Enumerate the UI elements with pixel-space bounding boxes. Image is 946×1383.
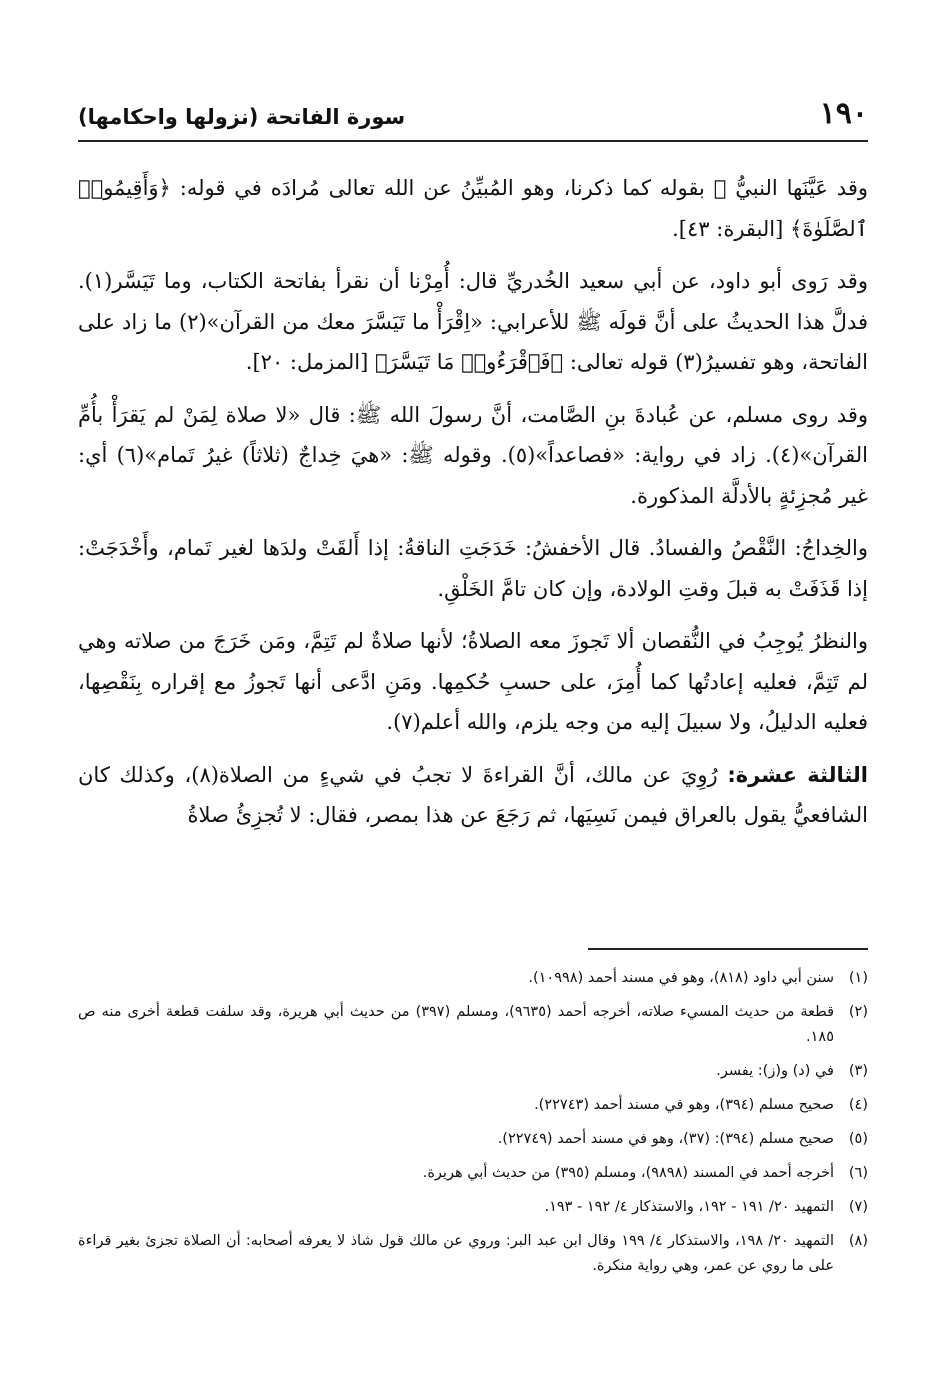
paragraph-text: وقد رَوى أبو داود، عن أبي سعيد الخُدريِّ قال: أُمِرْنا أن نقرأ بفاتحة الكتاب، وما تَيَسَّر(١). فدلَّ هذا الحديثُ على أنَّ قولَه ﷺ للأعرابي: «اِقْرَأْ ما تَيَسَّرَ معك من القرآن»(٢) ما زاد على الفاتحة، وهو تفسيرُ(٣) قوله تعالى: ﴿فَٱقْرَءُوا۟ مَا تَيَسَّرَ﴾ [المزمل: ٢٠]. xyxy=(78,269,868,374)
footnote-number: (١) xyxy=(848,970,868,986)
footnote-number: (٤) xyxy=(848,1097,868,1113)
footnote-number: (٥) xyxy=(848,1131,868,1147)
paragraph-text: والخِداجُ: النَّقْصُ والفسادُ. قال الأخفشُ: خَدَجَتِ الناقةُ: إذا أَلقَتْ ولدَها لغير تَمام، وأَخْدَجَتْ: إذا قَذَفَتْ به قبلَ وقتِ الولادة، وإن كان تامَّ الخَلْقِ. xyxy=(78,536,868,601)
main-text xyxy=(78,168,868,848)
paragraph-text: وقد روى مسلم، عن عُبادةَ بنِ الصَّامت، أنَّ رسولَ الله ﷺ: قال «لا صلاة لِمَنْ لم يَقرَأْ بأُمِّ القرآن»(٤). زاد في رواية: «فصاعداً»(٥). وقوله ﷺ: «هيَ خِداجٌ (ثلاثاً) غيرُ تَمام»(٦) أي: غير مُجزِئةٍ بالأدلَّة المذكورة. xyxy=(78,402,868,508)
header-rule xyxy=(78,140,868,142)
footnote-text: في (د) و(ز): يفسر. xyxy=(716,1063,834,1079)
footnote-text: صحيح مسلم (٣٩٤): (٣٧)، وهو في مسند أحمد (٢٢٧٤٩). xyxy=(497,1131,834,1147)
paragraph-lead: الثالثة عشرة: xyxy=(727,762,869,787)
footnote-text: قطعة من حديث المسيء صلاته، أخرجه أحمد (٩٦٣٥)، ومسلم (٣٩٧) من حديث أبي هريرة، وقد سلفت قطعة أخرى منه ص ١٨٥. xyxy=(78,1004,834,1045)
paragraph xyxy=(78,261,868,383)
paragraph xyxy=(78,168,868,249)
footnote xyxy=(78,1229,868,1279)
paragraph xyxy=(78,621,868,743)
footnote-text: صحيح مسلم (٣٩٤)، وهو في مسند أحمد (٢٢٧٤٣). xyxy=(534,1097,834,1113)
paragraph xyxy=(78,528,868,609)
page-number: ١٩٠ xyxy=(819,96,868,131)
book-page xyxy=(78,0,868,1383)
footnote-number: (٢) xyxy=(848,1004,868,1020)
footnote xyxy=(78,1059,868,1084)
paragraph xyxy=(78,755,868,836)
footnote-number: (٦) xyxy=(848,1165,868,1181)
footnote xyxy=(78,1195,868,1220)
footnote xyxy=(78,1127,868,1152)
footnote xyxy=(78,1161,868,1186)
footnote-text: سنن أبي داود (٨١٨)، وهو في مسند أحمد (١٠٩٩٨). xyxy=(528,970,834,986)
footnotes xyxy=(78,966,868,1288)
footnote-separator xyxy=(588,948,868,950)
running-title: سورة الفاتحة (نزولها واحكامها) xyxy=(78,105,406,129)
paragraph-text: والنظرُ يُوجِبُ في النُّقصان ألا تَجوزَ معه الصلاةُ؛ لأنها صلاةٌ لم تَتِمَّ، ومَن خَرَجَ من صلاته وهي لم تَتِمَّ، فعليه إعادتُها كما أُمِرَ، على حسبِ حُكمِها. ومَنِ ادَّعى أنها تَجوزُ مع إقراره بِنَقْصِها، فعليه الدليلُ، ولا سبيلَ إليه من وجه يلزم، والله أعلم(٧). xyxy=(78,629,868,734)
footnote-text: التمهيد ٢٠/ ١٩٨، والاستذكار ٤/ ١٩٩ وقال ابن عبد البر: وروي عن مالك قول شاذ لا يعرفه أصحابه: أن الصلاة تجزئ بغير قراءة على ما روي عن عمر، وهي رواية منكرة. xyxy=(78,1233,834,1274)
footnote-text: التمهيد ٢٠/ ١٩١ - ١٩٢، والاستذكار ٤/ ١٩٢ - ١٩٣. xyxy=(544,1199,834,1215)
footnote-number: (٨) xyxy=(848,1233,868,1249)
paragraph-text: وقد عَيَّنَها النبيُّ ﷺ بقوله كما ذكرنا، وهو المُبيِّنُ عن الله تعالى مُرادَه في قوله: ﴿وَأَقِيمُوا۟ ٱلصَّلَوٰةَ﴾ [البقرة: ٤٣]. xyxy=(78,176,868,241)
footnote-number: (٣) xyxy=(848,1063,868,1079)
footnote-number: (٧) xyxy=(848,1199,868,1215)
footnote-text: أخرجه أحمد في المسند (٩٨٩٨)، ومسلم (٣٩٥) من حديث أبي هريرة. xyxy=(422,1165,834,1181)
footnote xyxy=(78,1093,868,1118)
page-header xyxy=(78,92,868,132)
footnote xyxy=(78,1000,868,1050)
footnote xyxy=(78,966,868,991)
paragraph xyxy=(78,395,868,517)
paragraph-text: رُوِيَ عن مالك، أنَّ القراءةَ لا تجبُ في شيءٍ من الصلاة(٨)، وكذلك كان الشافعيُّ يقول بالعراق فيمن نَسِيَها، ثم رَجَعَ عن هذا بمصر، فقال: لا تُجزِئُ صلاةُ xyxy=(78,762,868,827)
